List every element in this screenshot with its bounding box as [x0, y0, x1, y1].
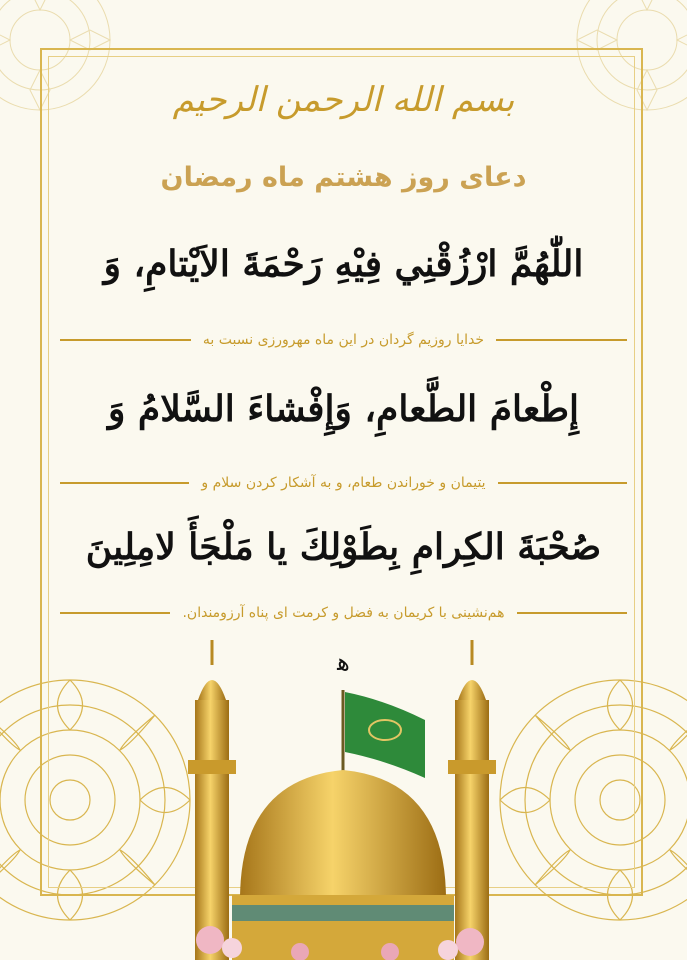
persian-row-2: [60, 475, 627, 491]
divider-line: [517, 612, 628, 614]
arabic-line-2: إِطْعامَ الطَّعامِ، وَإِفْشاءَ السَّلامُ وَ: [107, 388, 579, 430]
persian-row-3: [60, 605, 627, 621]
signature-mark: ﮬ: [337, 648, 350, 676]
persian-translation-2: یتیمان و خوراندن طعام، و به آشکار کردن سلام و: [201, 475, 486, 491]
right-minaret: [448, 640, 496, 960]
persian-row-1: [60, 332, 627, 348]
arabic-line-1: اللّٰهُمَّ ارْزُقْنِي فِيْهِ رَحْمَةَ الاَيْتامِ، وَ: [103, 243, 584, 285]
basmala-calligraphy: بسم الله الرحمن الرحيم: [172, 80, 515, 120]
divider-line: [496, 339, 627, 341]
page-title: دعای روز هشتم ماه رمضان: [160, 162, 527, 193]
divider-line: [498, 482, 627, 484]
arabic-line-3: صُحْبَةَ الكِرامِ بِطَوْلِكَ يا مَلْجَأَ لامِلِينَ: [85, 526, 602, 568]
left-minaret: [188, 640, 236, 960]
divider-line: [60, 482, 189, 484]
persian-translation-1: خدایا روزیم گردان در این ماه مهرورزی نسبت به: [202, 332, 485, 348]
divider-line: [60, 339, 191, 341]
persian-translation-3: هم‌نشینی با کریمان به فضل و کرمت ای پناه آرزومندان.: [182, 605, 505, 621]
divider-line: [60, 612, 171, 614]
